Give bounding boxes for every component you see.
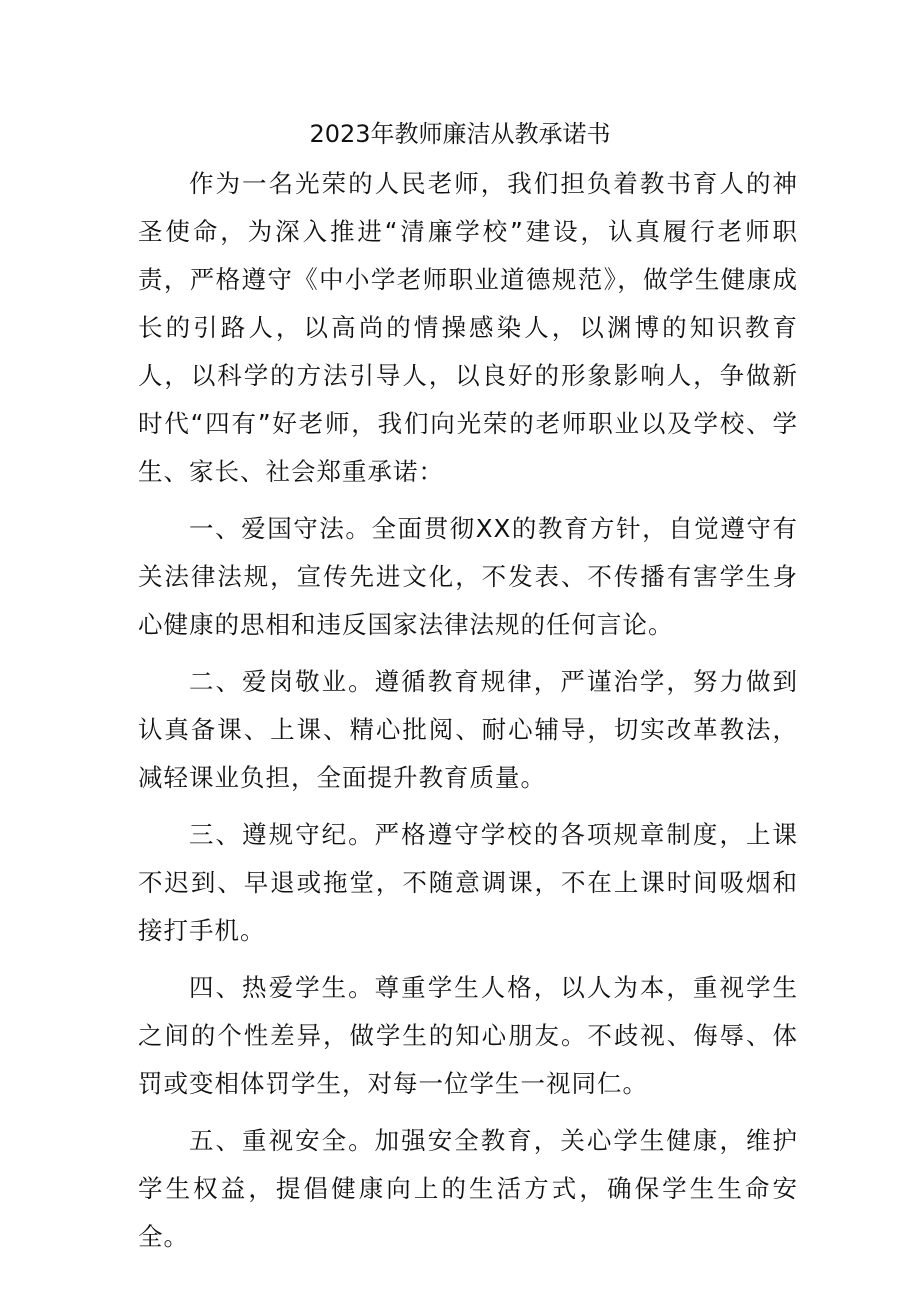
commitment-item-5: 五、重视安全。加强安全教育，关心学生健康，维护学生权益，提倡健康向上的生活方式，确保学生生命安全。 bbox=[138, 1126, 798, 1251]
document-body bbox=[138, 160, 798, 1261]
commitment-item-4: 四、热爱学生。尊重学生人格，以人为本，重视学生之间的个性差异，做学生的知心朋友。不歧视、侮辱、体罚或变相体罚学生，对每一位学生一视同仁。 bbox=[138, 973, 798, 1098]
intro-paragraph: 作为一名光荣的人民老师，我们担负着教书育人的神圣使命，为深入推进“清廉学校”建设，认真履行老师职责，严格遵守《中小学老师职业道德规范》，做学生健康成长的引路人，以高尚的情操感染人，以渊博的知识教育人，以科学的方法引导人，以良好的形象影响人，争做新时代“四有”好老师，我们向光荣的老师职业以及学校、学生、家长、社会郑重承诺： bbox=[138, 169, 798, 486]
commitment-item-2: 二、爱岗敬业。遵循教育规律，严谨治学，努力做到认真备课、上课、精心批阅、耐心辅导，切实改革教法，减轻课业负担，全面提升教育质量。 bbox=[138, 667, 798, 792]
commitment-item-3: 三、遵规守纪。严格遵守学校的各项规章制度，上课不迟到、早退或拖堂，不随意调课，不在上课时间吸烟和接打手机。 bbox=[138, 820, 798, 945]
commitment-item-1: 一、爱国守法。全面贯彻XX的教育方针，自觉遵守有关法律法规，宣传先进文化，不发表、不传播有害学生身心健康的思相和违反国家法律法规的任何言论。 bbox=[138, 514, 798, 639]
document-title: 2023年教师廉洁从教承诺书 bbox=[309, 120, 611, 148]
